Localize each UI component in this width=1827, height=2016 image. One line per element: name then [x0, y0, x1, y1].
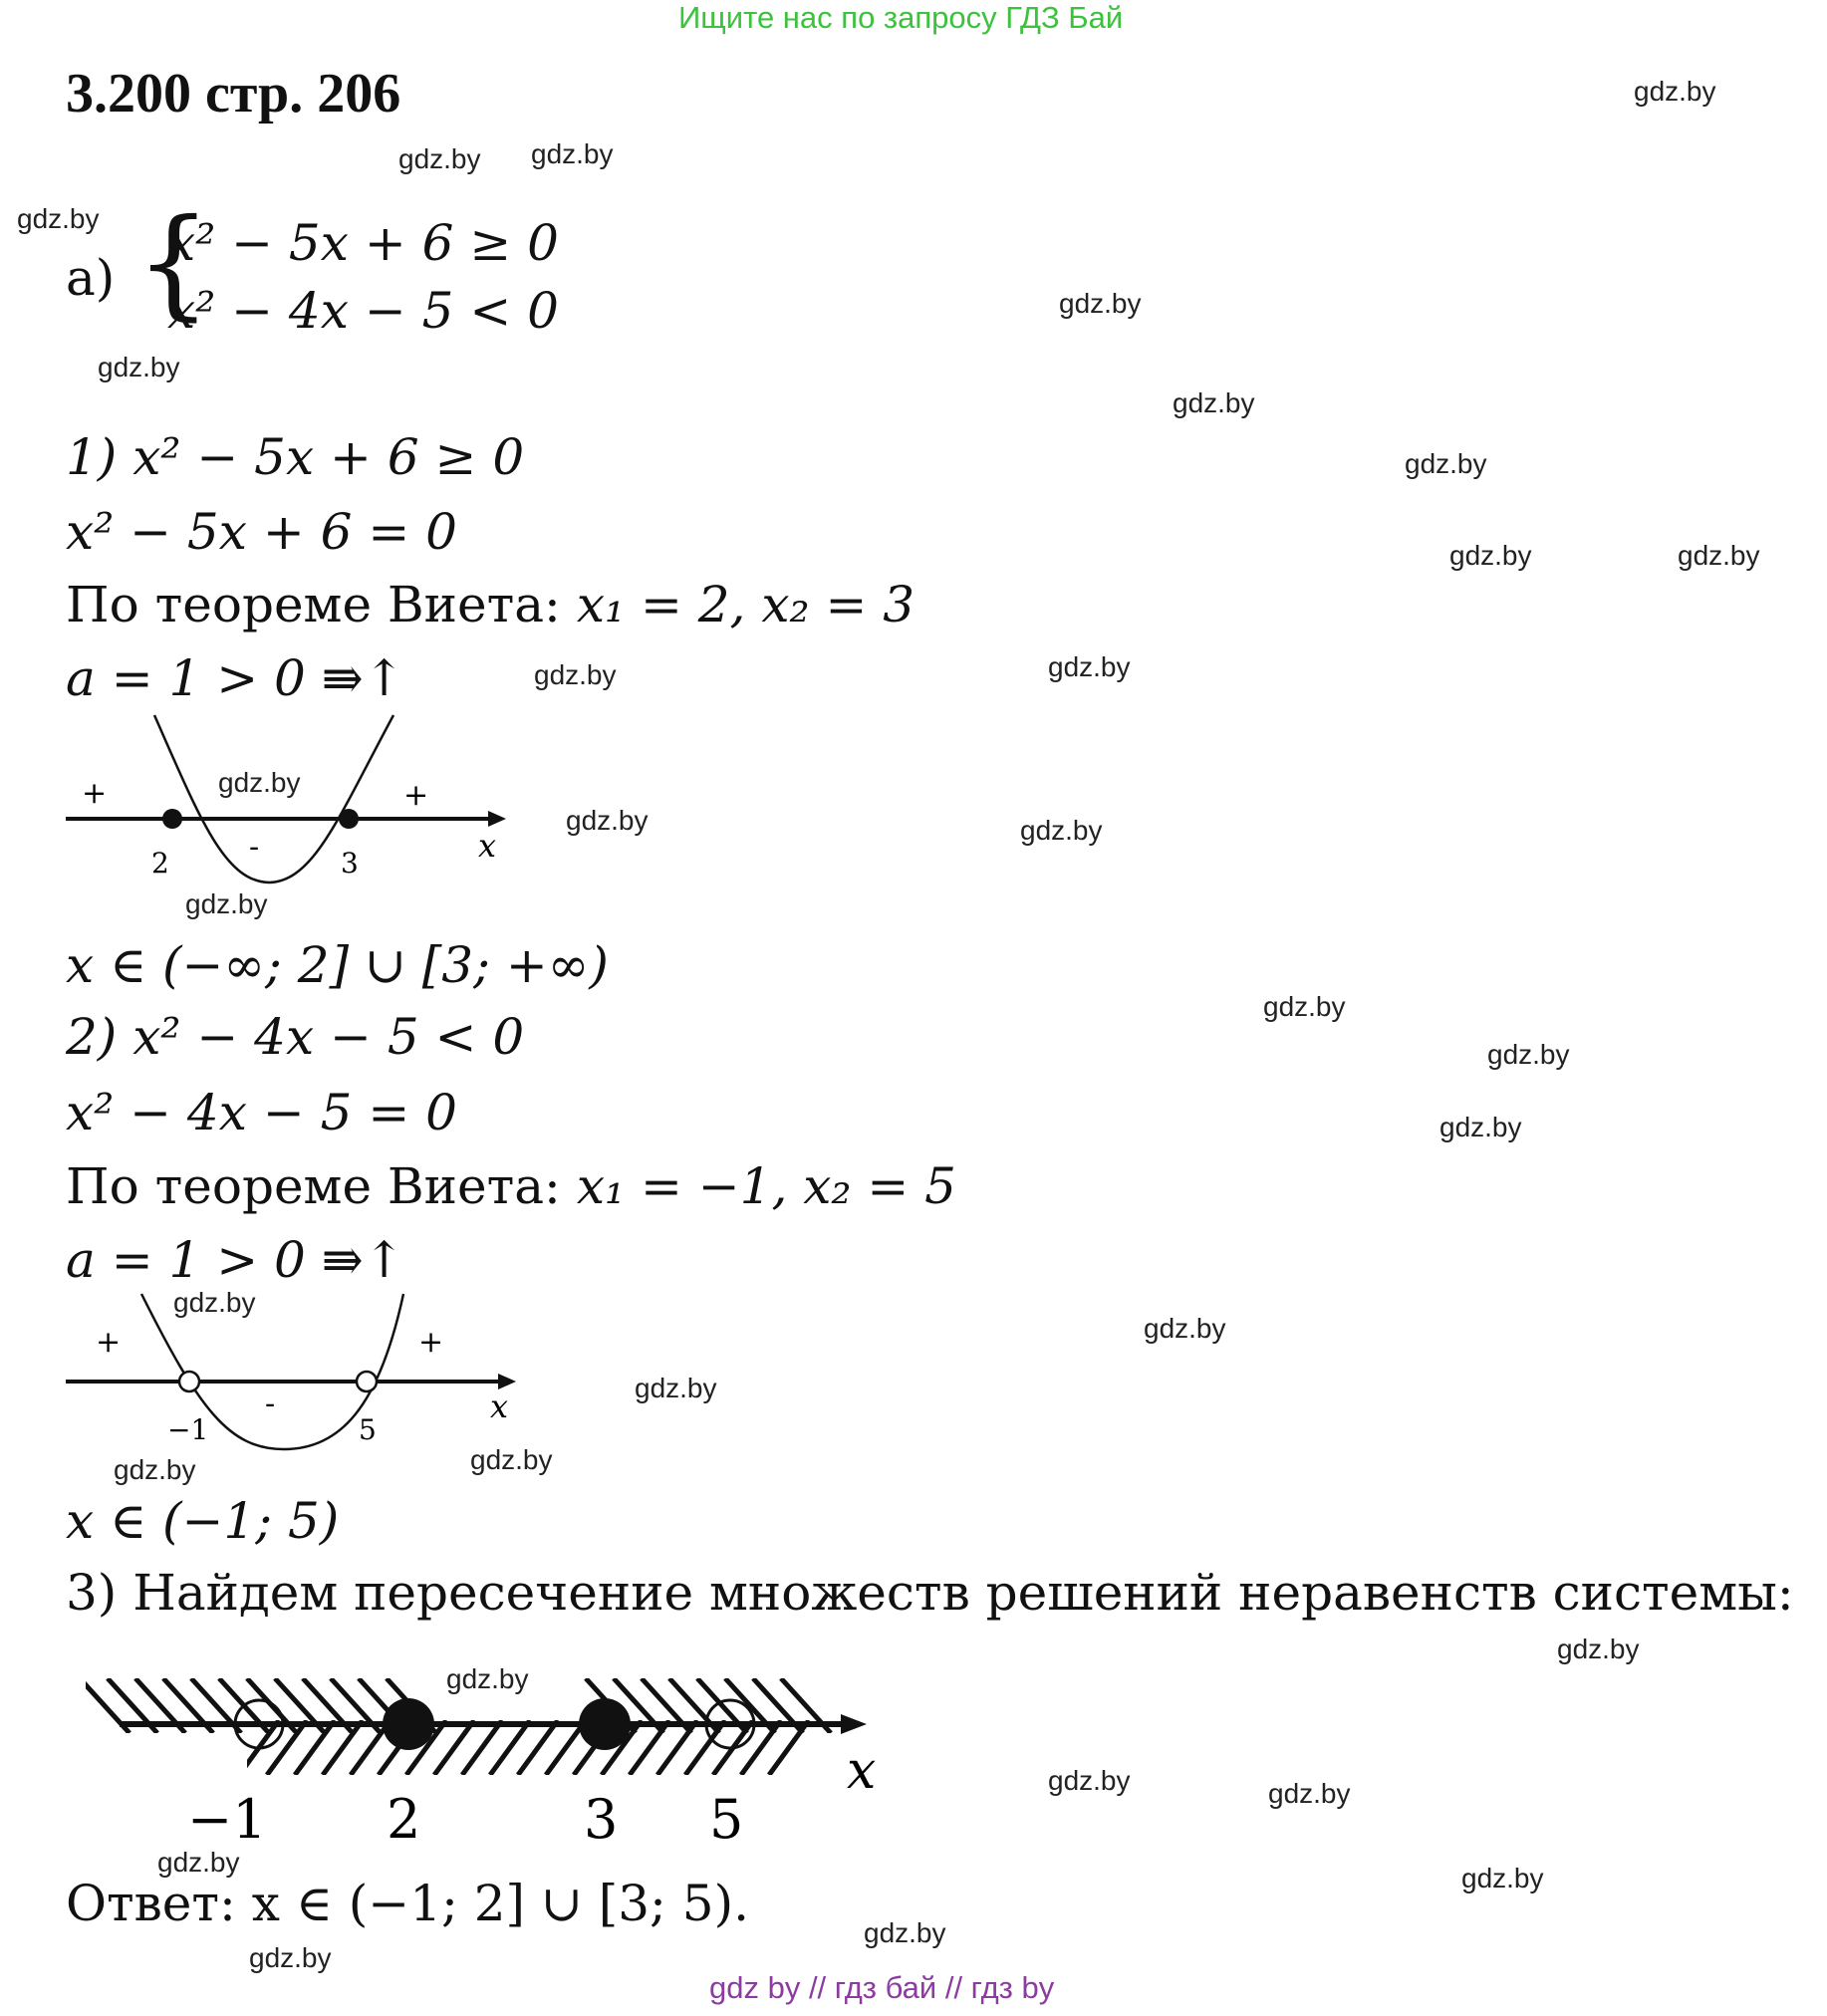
root-point-2	[162, 809, 182, 829]
watermark: gdz.by	[1268, 1778, 1351, 1809]
sign-right-1: +	[403, 778, 429, 813]
step2-vieta	[66, 1157, 956, 1215]
sign-middle-2: -	[265, 1386, 276, 1421]
point-2	[383, 1698, 434, 1750]
axis-label-x-1: x	[478, 827, 497, 865]
watermark: gdz.by	[1449, 540, 1532, 571]
watermark: gdz.by	[398, 143, 481, 174]
axis-arrow-3	[841, 1714, 867, 1734]
watermark: gdz.by	[1048, 651, 1131, 682]
watermark: gdz.by	[531, 138, 614, 169]
root-point-minus1	[179, 1372, 199, 1391]
root-label-5: 5	[359, 1413, 377, 1446]
watermark: gdz.by	[1557, 1634, 1640, 1664]
root-point-5	[357, 1372, 377, 1391]
step2-solution: x ∈ (−1; 5)	[66, 1492, 340, 1550]
sign-left-2: +	[96, 1325, 122, 1360]
watermark: gdz.by	[1144, 1313, 1226, 1344]
watermark: gdz.by	[1048, 1765, 1131, 1796]
watermark: gdz.by	[1487, 1039, 1570, 1070]
watermark: gdz.by	[249, 1942, 332, 1973]
watermark: gdz.by	[1059, 288, 1142, 319]
watermark: gdz.by	[98, 352, 180, 382]
step1-vieta	[66, 576, 914, 633]
watermark: gdz.by	[1173, 387, 1255, 418]
root-label-minus1: −1	[167, 1413, 209, 1446]
axis-label-5: 5	[709, 1788, 744, 1848]
footer-links: gdz by // гдз бай // гдз by	[709, 1970, 1055, 2005]
axis-label-2: 2	[387, 1788, 421, 1848]
watermark: gdz.by	[1405, 448, 1487, 479]
vieta-roots: x₁ = 2, x₂ = 3	[576, 576, 915, 633]
watermark: gdz.by	[218, 767, 301, 798]
system-brace: {	[135, 194, 212, 333]
system-line-1: x² − 5x + 6 ≥ 0	[167, 214, 559, 272]
sign-left-1: +	[82, 776, 108, 811]
sign-middle-1: -	[249, 830, 260, 865]
watermark: gdz.by	[157, 1847, 240, 1878]
exercise-heading: 3.200 стр. 206	[66, 63, 401, 125]
watermark: gdz.by	[1678, 540, 1760, 571]
axis-label-x-2: x	[490, 1387, 509, 1425]
watermark: gdz.by	[864, 1917, 946, 1948]
vieta-label: По теореме Виета:	[66, 576, 561, 633]
watermark: gdz.by	[1020, 815, 1103, 846]
system-line-2: x² − 4x − 5 < 0	[167, 282, 559, 340]
watermark: gdz.by	[534, 659, 617, 690]
axis-name-x: x	[847, 1741, 877, 1801]
point-3	[579, 1698, 631, 1750]
step2-inequality: 2) x² − 4x − 5 < 0	[66, 1008, 525, 1066]
axis-label-minus1: −1	[187, 1788, 267, 1848]
axis-label-3: 3	[584, 1788, 619, 1848]
step1-solution: x ∈ (−∞; 2] ∪ [3; +∞)	[66, 936, 609, 994]
watermark: gdz.by	[566, 805, 649, 836]
vieta-label: По теореме Виета:	[66, 1157, 561, 1215]
top-banner: Ищите нас по запросу ГДЗ Бай	[678, 0, 1124, 35]
watermark: gdz.by	[635, 1373, 717, 1403]
watermark: gdz.by	[1263, 991, 1346, 1022]
step2-sign-graph	[60, 1290, 528, 1464]
step2-equation: x² − 4x − 5 = 0	[66, 1084, 457, 1141]
watermark: gdz.by	[1461, 1863, 1544, 1893]
step1-leading-coefficient: a = 1 > 0 ⇛↑	[66, 649, 405, 707]
watermark: gdz.by	[446, 1663, 529, 1694]
watermark: gdz.by	[470, 1444, 553, 1475]
step3-text: 3) Найдем пересечение множеств решений неравенств системы:	[66, 1564, 1794, 1622]
watermark: gdz.by	[1439, 1112, 1522, 1142]
axis-arrow-1	[488, 811, 506, 827]
step1-inequality: 1) x² − 5x + 6 ≥ 0	[66, 428, 525, 486]
answer-line: Ответ: x ∈ (−1; 2] ∪ [3; 5).	[66, 1875, 750, 1932]
watermark: gdz.by	[114, 1454, 196, 1485]
root-label-2: 2	[151, 847, 169, 880]
part-label: а)	[66, 249, 116, 307]
watermark: gdz.by	[185, 888, 268, 919]
root-point-3	[339, 809, 359, 829]
step1-equation: x² − 5x + 6 = 0	[66, 503, 457, 561]
watermark: gdz.by	[1634, 76, 1716, 107]
watermark: gdz.by	[173, 1287, 256, 1318]
sign-right-2: +	[418, 1325, 444, 1360]
step2-leading-coefficient: a = 1 > 0 ⇛↑	[66, 1231, 405, 1289]
watermark: gdz.by	[17, 203, 100, 234]
vieta-roots: x₁ = −1, x₂ = 5	[576, 1157, 956, 1215]
root-label-3: 3	[341, 847, 359, 880]
